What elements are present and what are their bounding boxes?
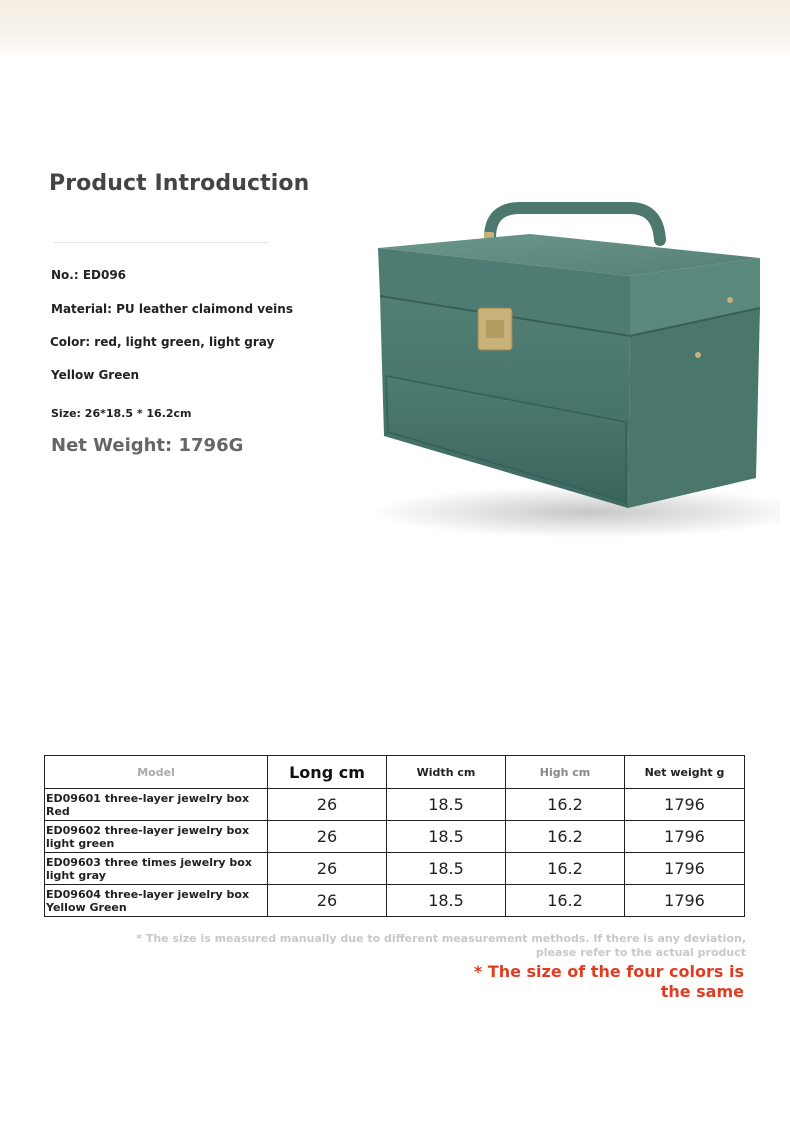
high-cell: 16.2: [506, 853, 625, 885]
table-row: [45, 789, 745, 821]
long-cell: 26: [268, 885, 387, 917]
table-row: [45, 885, 745, 917]
spec-color: Color: red, light green, light gray: [50, 335, 275, 349]
top-banner: [0, 0, 790, 60]
model-cell: ED09603 three times jewelry box light gray: [45, 853, 268, 885]
width-cell: 18.5: [387, 853, 506, 885]
header-model: Model: [45, 756, 268, 789]
jewelry-box-illustration: [360, 190, 780, 550]
weight-cell: 1796: [625, 789, 745, 821]
width-cell: 18.5: [387, 789, 506, 821]
high-cell: 16.2: [506, 885, 625, 917]
long-cell: 26: [268, 789, 387, 821]
weight-cell: 1796: [625, 821, 745, 853]
section-title: Product Introduction: [49, 171, 310, 196]
table-row: [45, 853, 745, 885]
net-weight: Net Weight: 1796G: [51, 435, 244, 456]
title-divider: [53, 242, 269, 243]
table-row: [45, 821, 745, 853]
same-size-note: * The size of the four colors is the same: [473, 962, 744, 1001]
header-high: High cm: [506, 756, 625, 789]
model-cell: ED09604 three-layer jewelry box Yellow Green: [45, 885, 268, 917]
high-cell: 16.2: [506, 789, 625, 821]
spec-material: Material: PU leather claimond veins: [51, 302, 293, 316]
header-long: Long cm: [268, 756, 387, 789]
table-header-row: [45, 756, 745, 789]
spec-number: No.: ED096: [51, 268, 127, 282]
measurement-note: * The size is measured manually due to different measurement methods. If there is any deviation, please refer to the actual product: [136, 932, 746, 959]
size-table: [44, 755, 745, 917]
width-cell: 18.5: [387, 821, 506, 853]
high-cell: 16.2: [506, 821, 625, 853]
spec-size: Size: 26*18.5 * 16.2cm: [51, 407, 192, 420]
header-width: Width cm: [387, 756, 506, 789]
width-cell: 18.5: [387, 885, 506, 917]
long-cell: 26: [268, 821, 387, 853]
spec-color-extra: Yellow Green: [51, 368, 140, 382]
model-cell: ED09602 three-layer jewelry box light green: [45, 821, 268, 853]
weight-cell: 1796: [625, 885, 745, 917]
header-net-weight: Net weight g: [625, 756, 745, 789]
model-cell: ED09601 three-layer jewelry box Red: [45, 789, 268, 821]
weight-cell: 1796: [625, 853, 745, 885]
long-cell: 26: [268, 853, 387, 885]
